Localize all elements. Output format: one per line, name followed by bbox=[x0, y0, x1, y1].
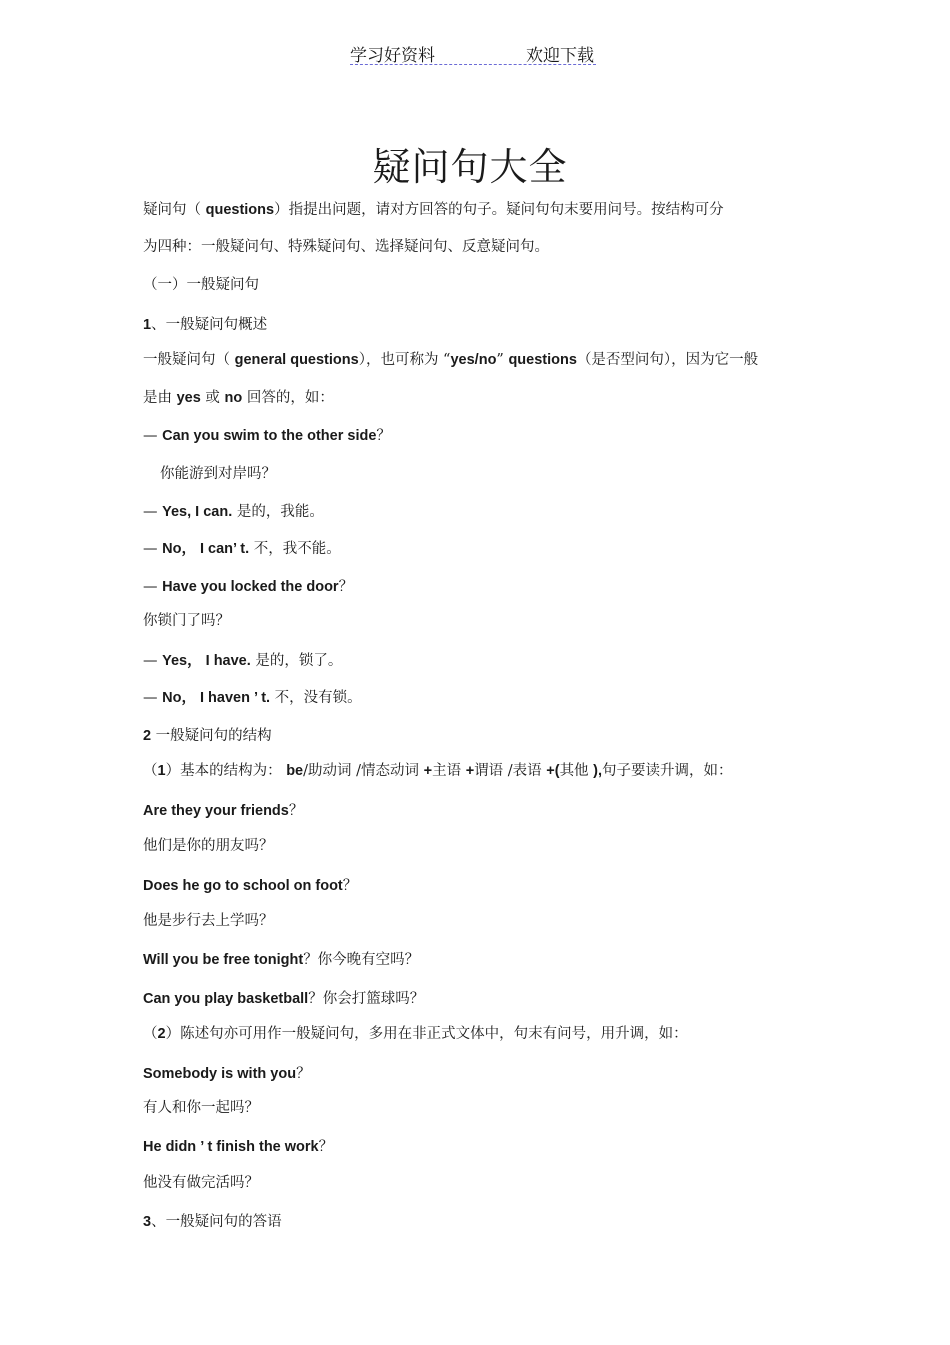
text-segment: 或 bbox=[200, 390, 225, 406]
bold-text: Yes, I can. bbox=[162, 504, 233, 520]
text-line bbox=[143, 1173, 259, 1193]
bold-text: questions bbox=[205, 202, 275, 218]
text-segment: ？ bbox=[342, 878, 358, 894]
text-line bbox=[143, 876, 357, 896]
text-segment: （是否型问句），因为它一般 bbox=[576, 352, 759, 368]
text-segment: （一）一般疑问句 bbox=[143, 277, 259, 293]
text-line bbox=[143, 1064, 311, 1084]
page-header bbox=[350, 40, 596, 65]
text-segment: 是的，我能。 bbox=[232, 504, 324, 520]
text-segment: ）基本的结构为： bbox=[165, 763, 287, 779]
text-line bbox=[143, 1137, 333, 1157]
text-segment: 谓语 /表语 bbox=[474, 763, 547, 779]
text-segment: 他们是你的朋友吗？ bbox=[143, 838, 274, 854]
text-segment: 他没有做完活吗？ bbox=[143, 1175, 259, 1191]
bold-text: 1 bbox=[157, 763, 166, 779]
text-segment: ？ bbox=[338, 579, 354, 595]
text-segment: 、一般疑问句概述 bbox=[151, 317, 268, 333]
bold-text: 1 bbox=[143, 317, 152, 333]
document-title: 疑问句大全 bbox=[372, 145, 568, 189]
text-line bbox=[143, 502, 324, 522]
text-segment: 主语 bbox=[432, 763, 466, 779]
text-line bbox=[143, 801, 303, 821]
text-segment: 他是步行去上学吗？ bbox=[143, 913, 274, 929]
text-segment: — bbox=[143, 541, 163, 557]
text-line bbox=[143, 577, 353, 597]
text-line bbox=[143, 200, 724, 220]
bold-text: questions bbox=[508, 352, 577, 368]
text-segment: — bbox=[143, 504, 163, 520]
text-segment: ？ bbox=[296, 1066, 311, 1082]
text-line bbox=[143, 275, 259, 295]
text-line bbox=[143, 1024, 688, 1044]
text-segment: — bbox=[143, 690, 163, 706]
text-segment: 是的，锁了。 bbox=[250, 653, 343, 669]
bold-text: Does he go to school on foot bbox=[143, 878, 343, 894]
bold-text: yes/no bbox=[450, 352, 497, 368]
bold-text: general questions bbox=[234, 352, 359, 368]
text-line bbox=[143, 426, 391, 446]
text-line bbox=[143, 989, 424, 1009]
text-segment: 是由 bbox=[143, 390, 177, 406]
bold-text: Can you swim to the other side bbox=[162, 428, 377, 444]
text-line bbox=[143, 726, 272, 746]
text-line bbox=[143, 315, 267, 335]
text-line bbox=[143, 950, 419, 970]
text-line bbox=[143, 1098, 259, 1118]
text-segment: ？ bbox=[318, 1139, 334, 1155]
text-segment: ？你今晚有空吗？ bbox=[303, 952, 420, 968]
text-segment: /助动词 /情态动词 bbox=[303, 763, 424, 779]
text-segment: ）指提出问题，请对方回答的句子。疑问句句末要用问号。按结构可分 bbox=[274, 202, 724, 218]
text-segment: 句子要读升调，如： bbox=[602, 763, 733, 779]
text-segment: 回答的，如： bbox=[242, 390, 334, 406]
text-segment: 其他 bbox=[559, 763, 594, 779]
text-segment: — bbox=[143, 579, 163, 595]
text-line bbox=[143, 651, 342, 671]
bold-text: He didn ’ t finish the work bbox=[143, 1139, 319, 1155]
text-segment: ” bbox=[496, 352, 509, 368]
text-segment: ），也可称为 “ bbox=[358, 352, 451, 368]
text-segment: （ bbox=[143, 763, 158, 779]
text-segment: — bbox=[143, 653, 163, 669]
bold-text: 2 bbox=[143, 728, 152, 744]
bold-text: + bbox=[465, 763, 475, 779]
text-line bbox=[143, 688, 362, 708]
text-segment: 、一般疑问句的答语 bbox=[151, 1214, 282, 1230]
text-line bbox=[143, 911, 274, 931]
bold-text: Somebody is with you bbox=[143, 1066, 297, 1082]
text-segment: 不，没有锁。 bbox=[270, 690, 362, 706]
text-segment: 一般疑问句的结构 bbox=[151, 728, 272, 744]
text-segment: 有人和你一起吗？ bbox=[143, 1100, 259, 1116]
text-line bbox=[143, 761, 733, 781]
text-line bbox=[143, 350, 758, 370]
bold-text: yes bbox=[176, 390, 201, 406]
text-segment: ？ bbox=[376, 428, 391, 444]
text-line bbox=[143, 237, 549, 257]
text-line bbox=[160, 464, 276, 484]
header-right-text: 欢迎下载 bbox=[526, 46, 594, 66]
text-line bbox=[143, 539, 341, 559]
bold-text: +( bbox=[546, 763, 560, 779]
text-segment: 疑问句（ bbox=[143, 202, 206, 218]
text-segment: （ bbox=[143, 1026, 158, 1042]
text-segment: 一般疑问句（ bbox=[143, 352, 235, 368]
bold-text: + bbox=[423, 763, 433, 779]
text-line bbox=[143, 611, 230, 631]
bold-text: 3 bbox=[143, 1214, 152, 1230]
header-left-text: 学习好资料 bbox=[350, 46, 435, 66]
text-line bbox=[143, 836, 274, 856]
bold-text: Yes， I have. bbox=[162, 653, 251, 669]
text-segment: 你锁门了吗？ bbox=[143, 613, 230, 629]
bold-text: Have you locked the door bbox=[162, 579, 339, 595]
bold-text: Will you be free tonight bbox=[143, 952, 304, 968]
text-segment: ？你会打篮球吗？ bbox=[308, 991, 425, 1007]
text-segment: 为四种：一般疑问句、特殊疑问句、选择疑问句、反意疑问句。 bbox=[143, 239, 549, 255]
bold-text: No， I haven ’ t. bbox=[162, 690, 271, 706]
text-segment: — bbox=[143, 428, 163, 444]
text-segment: ）陈述句亦可用作一般疑问句，多用在非正式文体中，句末有问号，用升调，如： bbox=[165, 1026, 688, 1042]
text-segment: 不，我不能。 bbox=[249, 541, 341, 557]
text-line bbox=[143, 1212, 282, 1232]
bold-text: Can you play basketball bbox=[143, 991, 309, 1007]
bold-text: 2 bbox=[157, 1026, 166, 1042]
bold-text: be bbox=[286, 763, 304, 779]
bold-text: ), bbox=[593, 763, 603, 779]
bold-text: Are they your friends bbox=[143, 803, 289, 819]
text-segment: ？ bbox=[288, 803, 304, 819]
text-line bbox=[143, 388, 334, 408]
bold-text: no bbox=[224, 390, 243, 406]
bold-text: No， I can’ t. bbox=[162, 541, 250, 557]
text-segment: 你能游到对岸吗？ bbox=[160, 466, 276, 482]
